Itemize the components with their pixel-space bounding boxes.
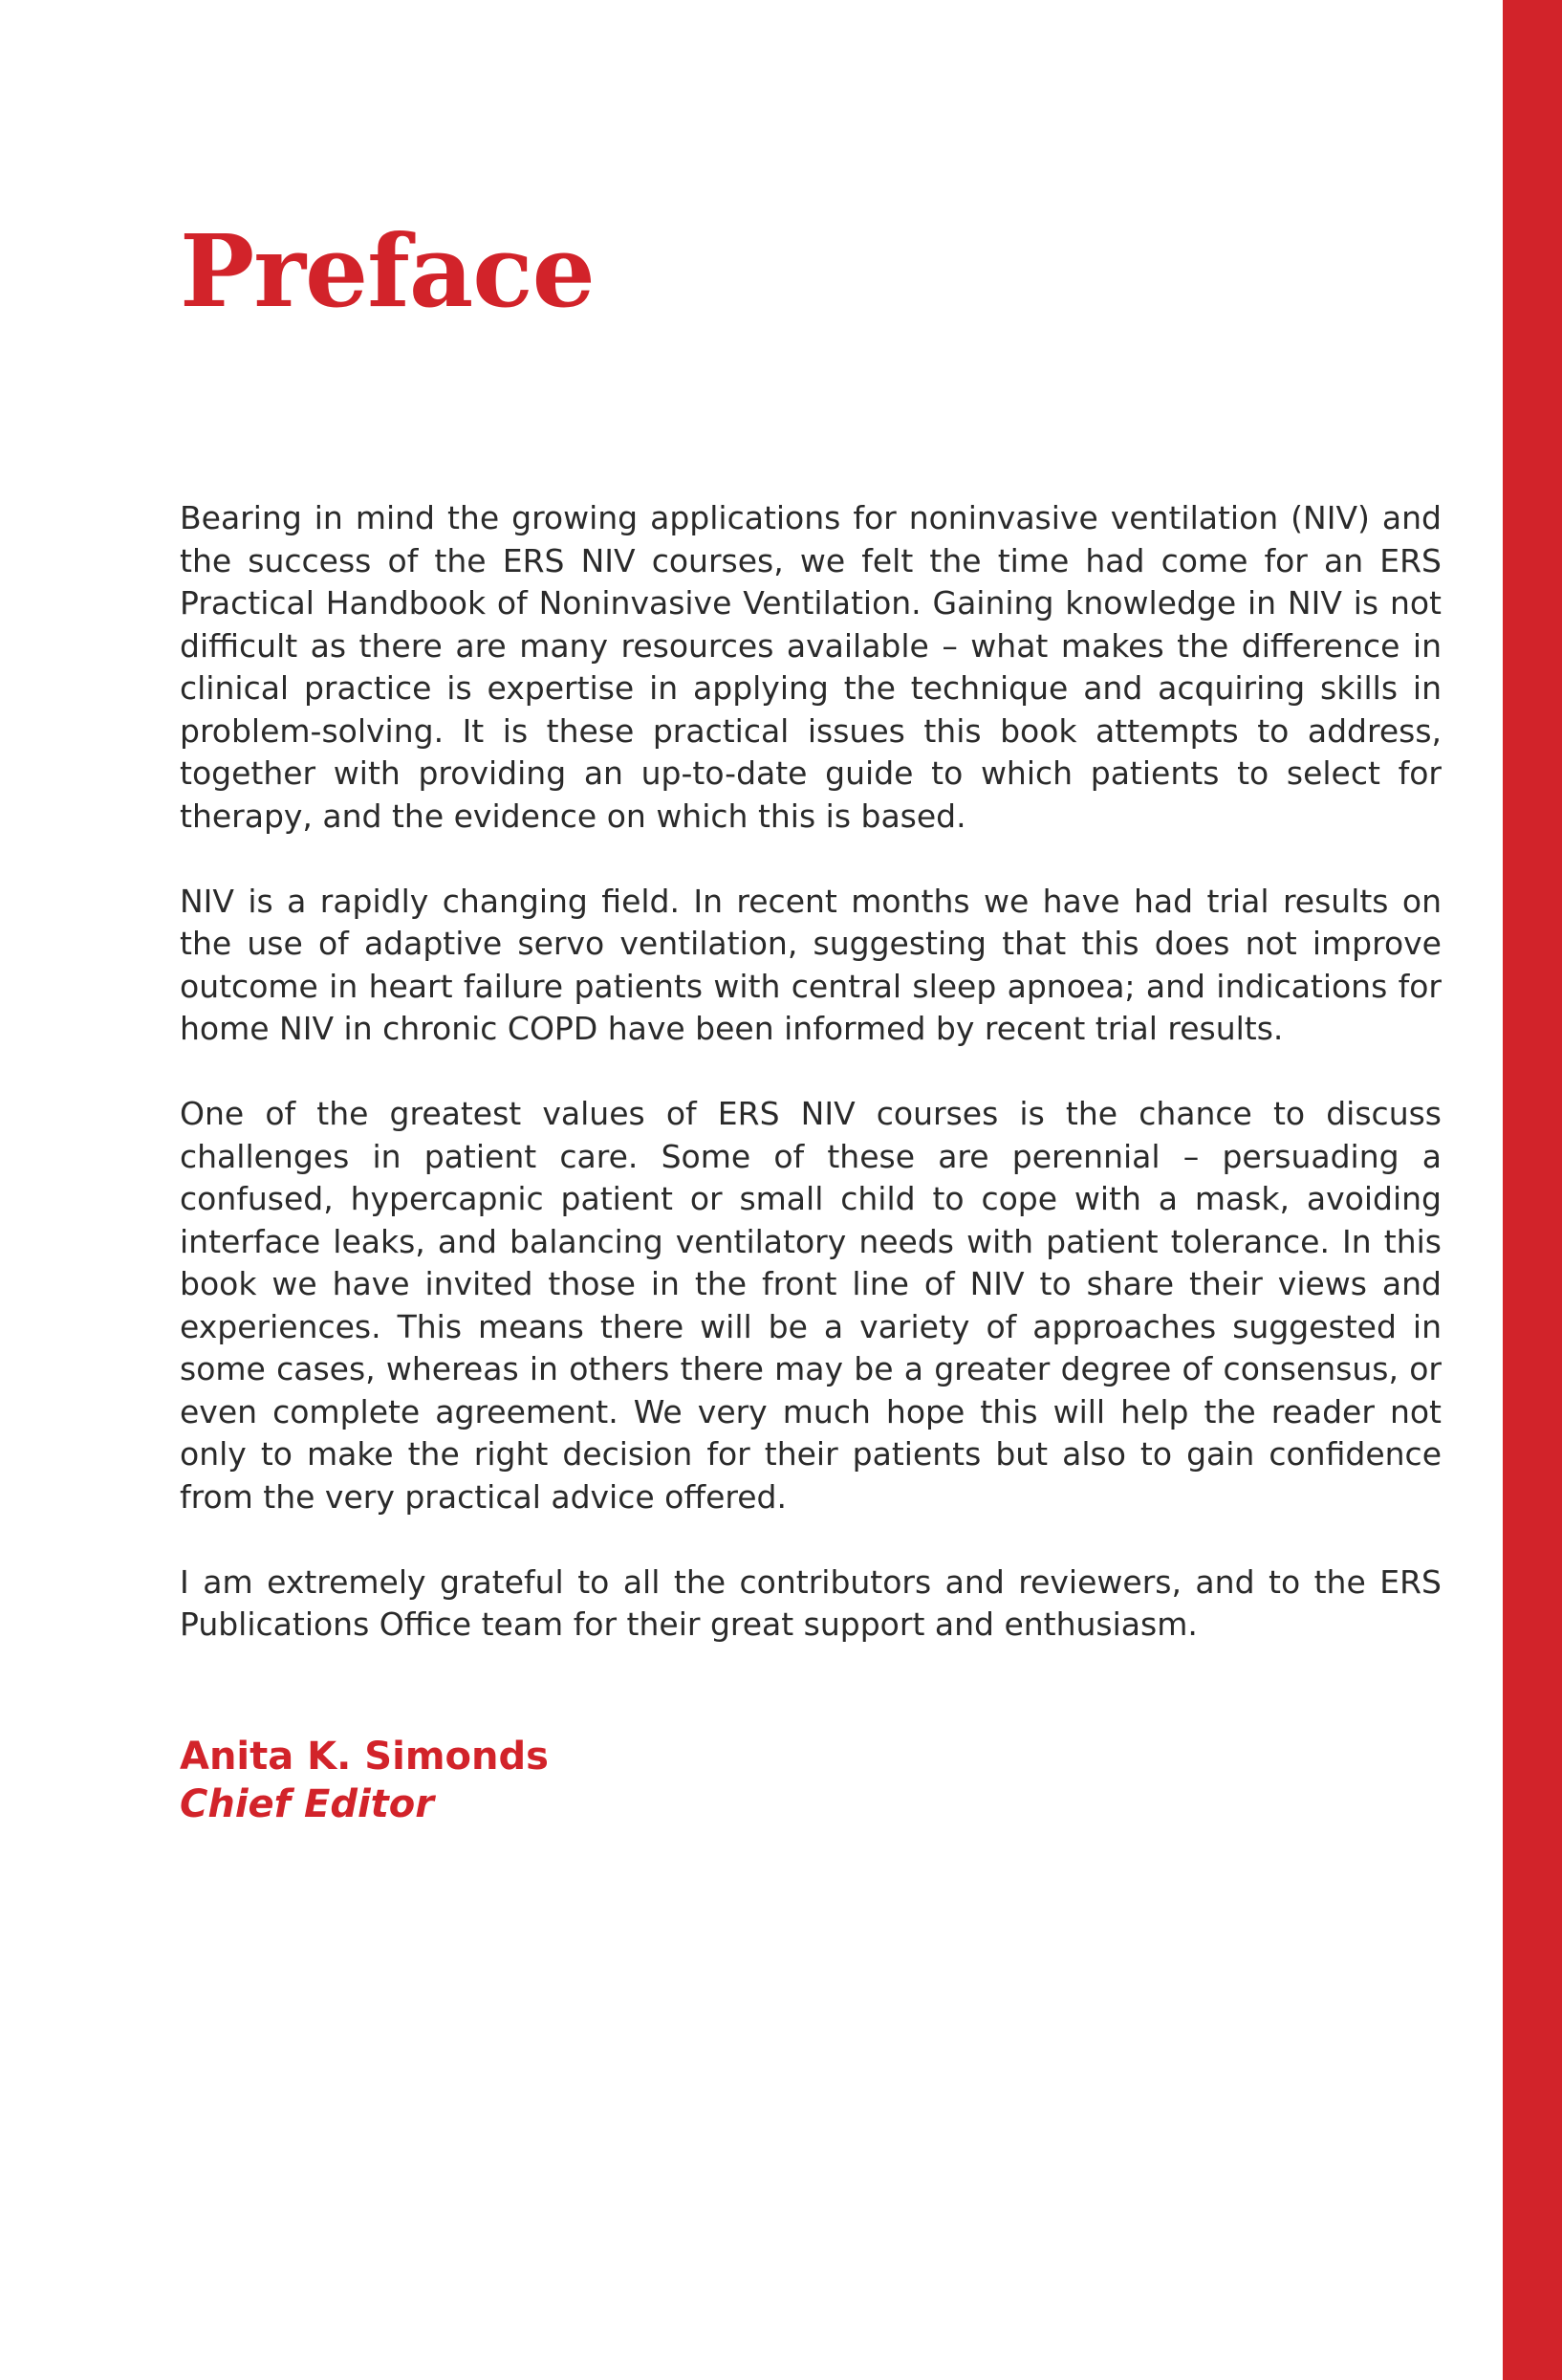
paragraph-4: I am extremely grateful to all the contributors and reviewers, and to the ERS Publications Office team for their great support and enthusiasm. [180, 1562, 1442, 1643]
signature-block [180, 1733, 549, 1828]
page-title: Preface [180, 212, 595, 330]
author-name: Anita K. Simonds [180, 1735, 549, 1779]
preface-body [180, 497, 1442, 1647]
author-role: Chief Editor [180, 1782, 434, 1826]
paragraph-1: Bearing in mind the growing applications for noninvasive ventilation (NIV) and the success of the ERS NIV courses, we felt the time had come for an ERS Practical Handbook of Noninvasive Ventilation. Gaining knowledge in NIV is not difficult as there are many resources available – what makes the difference in clinical practice is expertise in applying the technique and acquiring skills in problem-solving. It is these practical issues this book attempts to address, together with providing an up-to-date guide to which patients to select for therapy, and the evidence on which this is based. [180, 499, 1442, 835]
red-side-bar [1503, 0, 1562, 2380]
paragraph-3: One of the greatest values of ERS NIV courses is the chance to discuss challenges in patient care. Some of these are perennial – persuading a confused, hypercapnic patient or small child to cope with a mask, avoiding interface leaks, and balancing ventilatory needs with patient tolerance. In this book we have invited those in the front line of NIV to share their views and experiences. This means there will be a variety of approaches suggested in some cases, whereas in others there may be a greater degree of consensus, or even complete agreement. We very much hope this will help the reader not only to make the right decision for their patients but also to gain confidence from the very practical advice offered. [180, 1095, 1442, 1516]
paragraph-2: NIV is a rapidly changing field. In recent months we have had trial results on the use of adaptive servo ventilation, suggesting that this does not improve outcome in heart failure patients with central sleep apnoea; and indications for home NIV in chronic COPD have been informed by recent trial results. [180, 882, 1442, 1047]
